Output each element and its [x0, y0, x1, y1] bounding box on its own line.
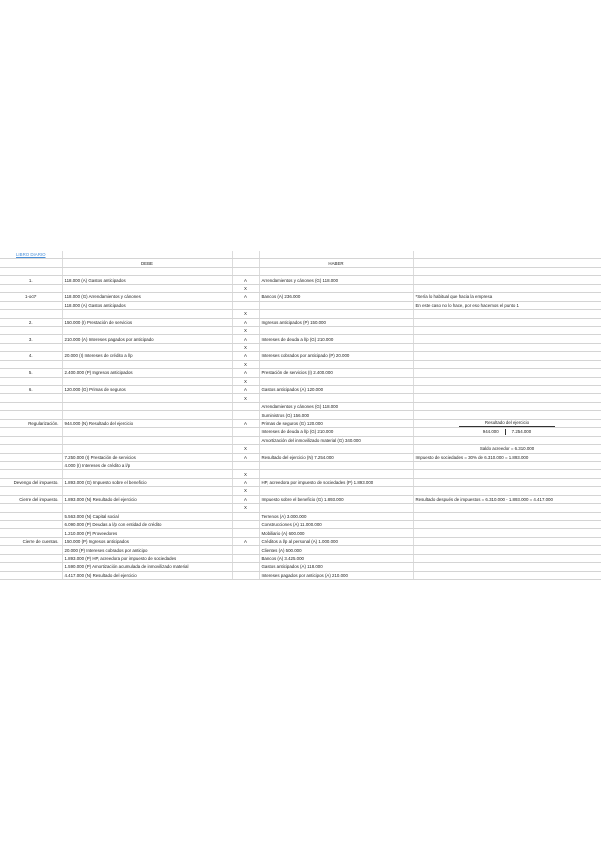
- credit-entry: [259, 394, 413, 402]
- journal-row: [0, 453, 601, 461]
- credit-entry: Arrendamientos y cánones (G) 118.000: [259, 402, 413, 410]
- credit-entry: [259, 470, 413, 478]
- debit-entry: 20.000 (P) Intereses cobrados por anticipo: [62, 546, 232, 554]
- row-label: [0, 267, 62, 275]
- connector: X: [232, 504, 259, 512]
- note: Saldo acreedor = 6.310.000: [413, 445, 601, 453]
- journal-row: [0, 554, 601, 562]
- journal-row: [0, 571, 601, 579]
- row-label: 6.: [0, 386, 62, 394]
- row-label: [0, 301, 62, 309]
- journal-row: [0, 386, 601, 394]
- journal-row: [0, 293, 601, 301]
- note: [413, 276, 601, 284]
- connector: A: [232, 318, 259, 326]
- t-account-credit: 7.254.000: [511, 428, 532, 434]
- note: [413, 487, 601, 495]
- debit-entry: 1.210.000 (P) Proveedores: [62, 529, 232, 537]
- credit-entry: Prestación de servicios (I) 2.400.000: [259, 369, 413, 377]
- connector: [232, 546, 259, 554]
- row-label: 4.: [0, 352, 62, 360]
- debit-entry: 1.893.000 (N) Resultado del ejercicio: [62, 495, 232, 503]
- debit-entry: [62, 377, 232, 385]
- connector: X: [232, 343, 259, 351]
- note: [413, 352, 601, 360]
- journal-row: [0, 470, 601, 478]
- row-label: Devengo del impuesto.: [0, 478, 62, 486]
- journal-row: [0, 335, 601, 343]
- journal-row: [0, 402, 601, 410]
- note: [413, 310, 601, 318]
- credit-entry: [259, 310, 413, 318]
- journal-row: [0, 529, 601, 537]
- journal-row: [0, 445, 601, 453]
- debit-entry: 20.000 (I) Intereses de crédito a l/p: [62, 352, 232, 360]
- row-label: [0, 310, 62, 318]
- row-label: [0, 571, 62, 579]
- row-label: [0, 428, 62, 436]
- note: [413, 571, 601, 579]
- note: *Sería lo habitual que hacia la empresa: [413, 293, 601, 301]
- row-label: 2.: [0, 318, 62, 326]
- journal-row: [0, 326, 601, 334]
- credit-entry: Intereses cobrados por anticipado (P) 20.000: [259, 352, 413, 360]
- debit-entry: [62, 267, 232, 275]
- connector: [232, 428, 259, 436]
- note: [413, 318, 601, 326]
- row-label: [0, 521, 62, 529]
- connector: A: [232, 276, 259, 284]
- debit-entry: 150.000 (P) Ingresos anticipados: [62, 537, 232, 545]
- connector: X: [232, 394, 259, 402]
- credit-entry: Construcciones (A) 11.000.000: [259, 521, 413, 529]
- credit-entry: Impuesto sobre el beneficio (G) 1.893.000: [259, 495, 413, 503]
- note: [413, 521, 601, 529]
- t-account-title: Resultado del ejercicio: [459, 420, 555, 427]
- note: [413, 563, 601, 571]
- debit-entry: [62, 487, 232, 495]
- connector: [232, 571, 259, 579]
- credit-entry: Créditos a l/p al personal (A) 1.000.000: [259, 537, 413, 545]
- credit-entry: [259, 301, 413, 309]
- journal-row: [0, 369, 601, 377]
- credit-entry: Intereses de deuda a l/p (G) 210.000: [259, 428, 413, 436]
- connector: X: [232, 470, 259, 478]
- row-label: 1-oct*: [0, 293, 62, 301]
- row-label: [0, 402, 62, 410]
- debit-entry: 1.893.000 (G) Impuesto sobre el beneficio: [62, 478, 232, 486]
- note: [413, 343, 601, 351]
- debit-entry: [62, 343, 232, 351]
- connector: [232, 554, 259, 562]
- debit-entry: 210.000 (A) Intereses pagados por anticipado: [62, 335, 232, 343]
- journal-row: [0, 512, 601, 520]
- credit-entry: [259, 504, 413, 512]
- row-label: Regularización.: [0, 419, 62, 427]
- connector: [232, 461, 259, 469]
- journal-row: [0, 563, 601, 571]
- journal-row: [0, 276, 601, 284]
- row-label: Cierre de cuentas.: [0, 537, 62, 545]
- note: [413, 554, 601, 562]
- debit-entry: [62, 504, 232, 512]
- note: [413, 369, 601, 377]
- connector: X: [232, 326, 259, 334]
- credit-entry: Clientes (A) 500.000: [259, 546, 413, 554]
- debit-entry: 118.000 (A) Gastos anticipados: [62, 276, 232, 284]
- haber-header: HABER: [259, 259, 413, 267]
- debit-entry: 6.090.000 (P) Deudas a l/p con entidad de crédito: [62, 521, 232, 529]
- journal-row: [0, 360, 601, 368]
- connector: [232, 521, 259, 529]
- debit-entry: [62, 326, 232, 334]
- row-label: [0, 436, 62, 444]
- credit-entry: Bancos (A) 3.425.000: [259, 554, 413, 562]
- credit-entry: Ingresos anticipados (P) 150.000: [259, 318, 413, 326]
- credit-entry: [259, 487, 413, 495]
- row-label: [0, 487, 62, 495]
- connector: A: [232, 335, 259, 343]
- credit-entry: Arrendamientos y cánones (G) 118.000: [259, 276, 413, 284]
- debit-entry: 944.000 (N) Resultado del ejercicio: [62, 419, 232, 427]
- note: [413, 470, 601, 478]
- journal-row: [0, 352, 601, 360]
- debit-entry: 1.590.000 (P) Amortización acumulada de inmovilizado material: [62, 563, 232, 571]
- connector: X: [232, 487, 259, 495]
- journal-row: [0, 537, 601, 545]
- note: [413, 537, 601, 545]
- note: [413, 377, 601, 385]
- connector: [232, 267, 259, 275]
- credit-entry: Primas de seguros (G) 120.000: [259, 419, 413, 427]
- journal-row: [0, 377, 601, 385]
- journal-row: [0, 428, 601, 436]
- journal-row: [0, 521, 601, 529]
- credit-entry: Resultado del ejercicio (N) 7.254.000: [259, 453, 413, 461]
- row-label: [0, 377, 62, 385]
- journal-row: [0, 343, 601, 351]
- row-label: [0, 529, 62, 537]
- debit-entry: 4.000 (I) Intereses de crédito a l/p: [62, 461, 232, 469]
- note: [413, 394, 601, 402]
- row-label: [0, 461, 62, 469]
- note: [413, 428, 601, 436]
- note: [413, 411, 601, 419]
- connector: [232, 512, 259, 520]
- journal-row: [0, 267, 601, 275]
- credit-entry: HP, acreedora por impuesto de sociedades (P) 1.893.000: [259, 478, 413, 486]
- row-label: [0, 394, 62, 402]
- row-label: [0, 470, 62, 478]
- credit-entry: [259, 377, 413, 385]
- note: [413, 478, 601, 486]
- connector: X: [232, 310, 259, 318]
- connector: X: [232, 377, 259, 385]
- journal-row: [0, 411, 601, 419]
- row-label: [0, 284, 62, 292]
- debit-entry: [62, 394, 232, 402]
- journal-row: [0, 478, 601, 486]
- note: [413, 267, 601, 275]
- note: Resultado después de impuestos = 6.310.000 - 1.893.000 = 4.417.000: [413, 495, 601, 503]
- t-account-debit: 944.000: [477, 429, 506, 435]
- journal-row: [0, 461, 601, 469]
- note: [413, 419, 601, 427]
- credit-entry: Intereses pagados por anticipos (A) 210.000: [259, 571, 413, 579]
- note: [413, 529, 601, 537]
- note: [413, 436, 601, 444]
- row-label: 1.: [0, 276, 62, 284]
- note: [413, 284, 601, 292]
- credit-entry: [259, 326, 413, 334]
- debe-header: DEBE: [62, 259, 232, 267]
- debit-entry: 118.000 (G) Arrendamientos y cánones: [62, 293, 232, 301]
- journal-row: [0, 487, 601, 495]
- connector: A: [232, 293, 259, 301]
- credit-entry: [259, 343, 413, 351]
- connector: A: [232, 386, 259, 394]
- connector: A: [232, 495, 259, 503]
- credit-entry: [259, 445, 413, 453]
- row-label: [0, 445, 62, 453]
- credit-entry: Intereses de deuda a l/p (G) 210.000: [259, 335, 413, 343]
- connector: [232, 436, 259, 444]
- debit-entry: [62, 470, 232, 478]
- credit-entry: Mobiliario (A) 600.000: [259, 529, 413, 537]
- credit-entry: Gastos anticipados (A) 120.000: [259, 386, 413, 394]
- debit-entry: [62, 360, 232, 368]
- debit-entry: [62, 402, 232, 410]
- note: [413, 335, 601, 343]
- note: [413, 360, 601, 368]
- row-label: [0, 360, 62, 368]
- debit-entry: 1.893.000 (P) HP, acreedora por impuesto de sociedades: [62, 554, 232, 562]
- note: [413, 546, 601, 554]
- connector: A: [232, 537, 259, 545]
- debit-entry: 120.000 (G) Primas de seguros: [62, 386, 232, 394]
- row-label: [0, 504, 62, 512]
- row-label: [0, 326, 62, 334]
- connector: A: [232, 419, 259, 427]
- t-account-values: [416, 429, 599, 435]
- row-label: [0, 563, 62, 571]
- credit-entry: Bancos (A) 236.000: [259, 293, 413, 301]
- connector: [232, 529, 259, 537]
- debit-entry: 4.417.000 (N) Resultado del ejercicio: [62, 571, 232, 579]
- note: [413, 512, 601, 520]
- debit-entry: [62, 411, 232, 419]
- row-label: 3.: [0, 335, 62, 343]
- journal-row: [0, 436, 601, 444]
- journal-row: [0, 546, 601, 554]
- note: [413, 386, 601, 394]
- connector: A: [232, 352, 259, 360]
- journal-row: [0, 504, 601, 512]
- connector: A: [232, 478, 259, 486]
- connector: X: [232, 284, 259, 292]
- debit-entry: 7.250.000 (I) Prestación de servicios: [62, 453, 232, 461]
- journal-row: [0, 394, 601, 402]
- journal-row: [0, 318, 601, 326]
- note: [413, 461, 601, 469]
- journal-table: [0, 251, 601, 580]
- row-label: [0, 546, 62, 554]
- connector: A: [232, 369, 259, 377]
- debit-entry: 5.563.000 (N) Capital social: [62, 512, 232, 520]
- note: [413, 504, 601, 512]
- journal-row: [0, 284, 601, 292]
- journal-row: [0, 419, 601, 427]
- connector: [232, 563, 259, 571]
- sheet-title: LIBRO DIARIO: [0, 251, 62, 259]
- note: Impuesto de sociedades = 30% de 6.310.000 = 1.893.000: [413, 453, 601, 461]
- header-row: [0, 259, 601, 267]
- credit-entry: [259, 284, 413, 292]
- row-label: [0, 554, 62, 562]
- debit-entry: 150.000 (I) Prestación de servicios: [62, 318, 232, 326]
- note: [413, 402, 601, 410]
- credit-entry: [259, 360, 413, 368]
- journal-row: [0, 310, 601, 318]
- journal-row: [0, 301, 601, 309]
- debit-entry: [62, 310, 232, 318]
- credit-entry: [259, 461, 413, 469]
- debit-entry: [62, 445, 232, 453]
- row-label: Cierre del impuesto.: [0, 495, 62, 503]
- row-label: [0, 512, 62, 520]
- credit-entry: Gastos anticipados (A) 118.000: [259, 563, 413, 571]
- journal-row: [0, 495, 601, 503]
- debit-entry: [62, 284, 232, 292]
- title-row: [0, 251, 601, 259]
- connector: X: [232, 360, 259, 368]
- row-label: [0, 343, 62, 351]
- note: En este caso no lo hace, por eso hacemos el punto 1: [413, 301, 601, 309]
- credit-entry: Amortización del inmovilizado material (G) 340.000: [259, 436, 413, 444]
- note: [413, 326, 601, 334]
- connector: [232, 402, 259, 410]
- connector: A: [232, 453, 259, 461]
- connector: [232, 411, 259, 419]
- debit-entry: 118.000 (A) Gastos anticipados: [62, 301, 232, 309]
- connector: X: [232, 445, 259, 453]
- debit-entry: [62, 436, 232, 444]
- credit-entry: [259, 267, 413, 275]
- debit-entry: 2.400.000 (P) Ingresos anticipados: [62, 369, 232, 377]
- row-label: 5.: [0, 369, 62, 377]
- credit-entry: Suministros (G) 156.000: [259, 411, 413, 419]
- row-label: [0, 411, 62, 419]
- connector: [232, 301, 259, 309]
- credit-entry: Terrenos (A) 3.000.000: [259, 512, 413, 520]
- debit-entry: [62, 428, 232, 436]
- row-label: [0, 453, 62, 461]
- spreadsheet: [0, 251, 601, 580]
